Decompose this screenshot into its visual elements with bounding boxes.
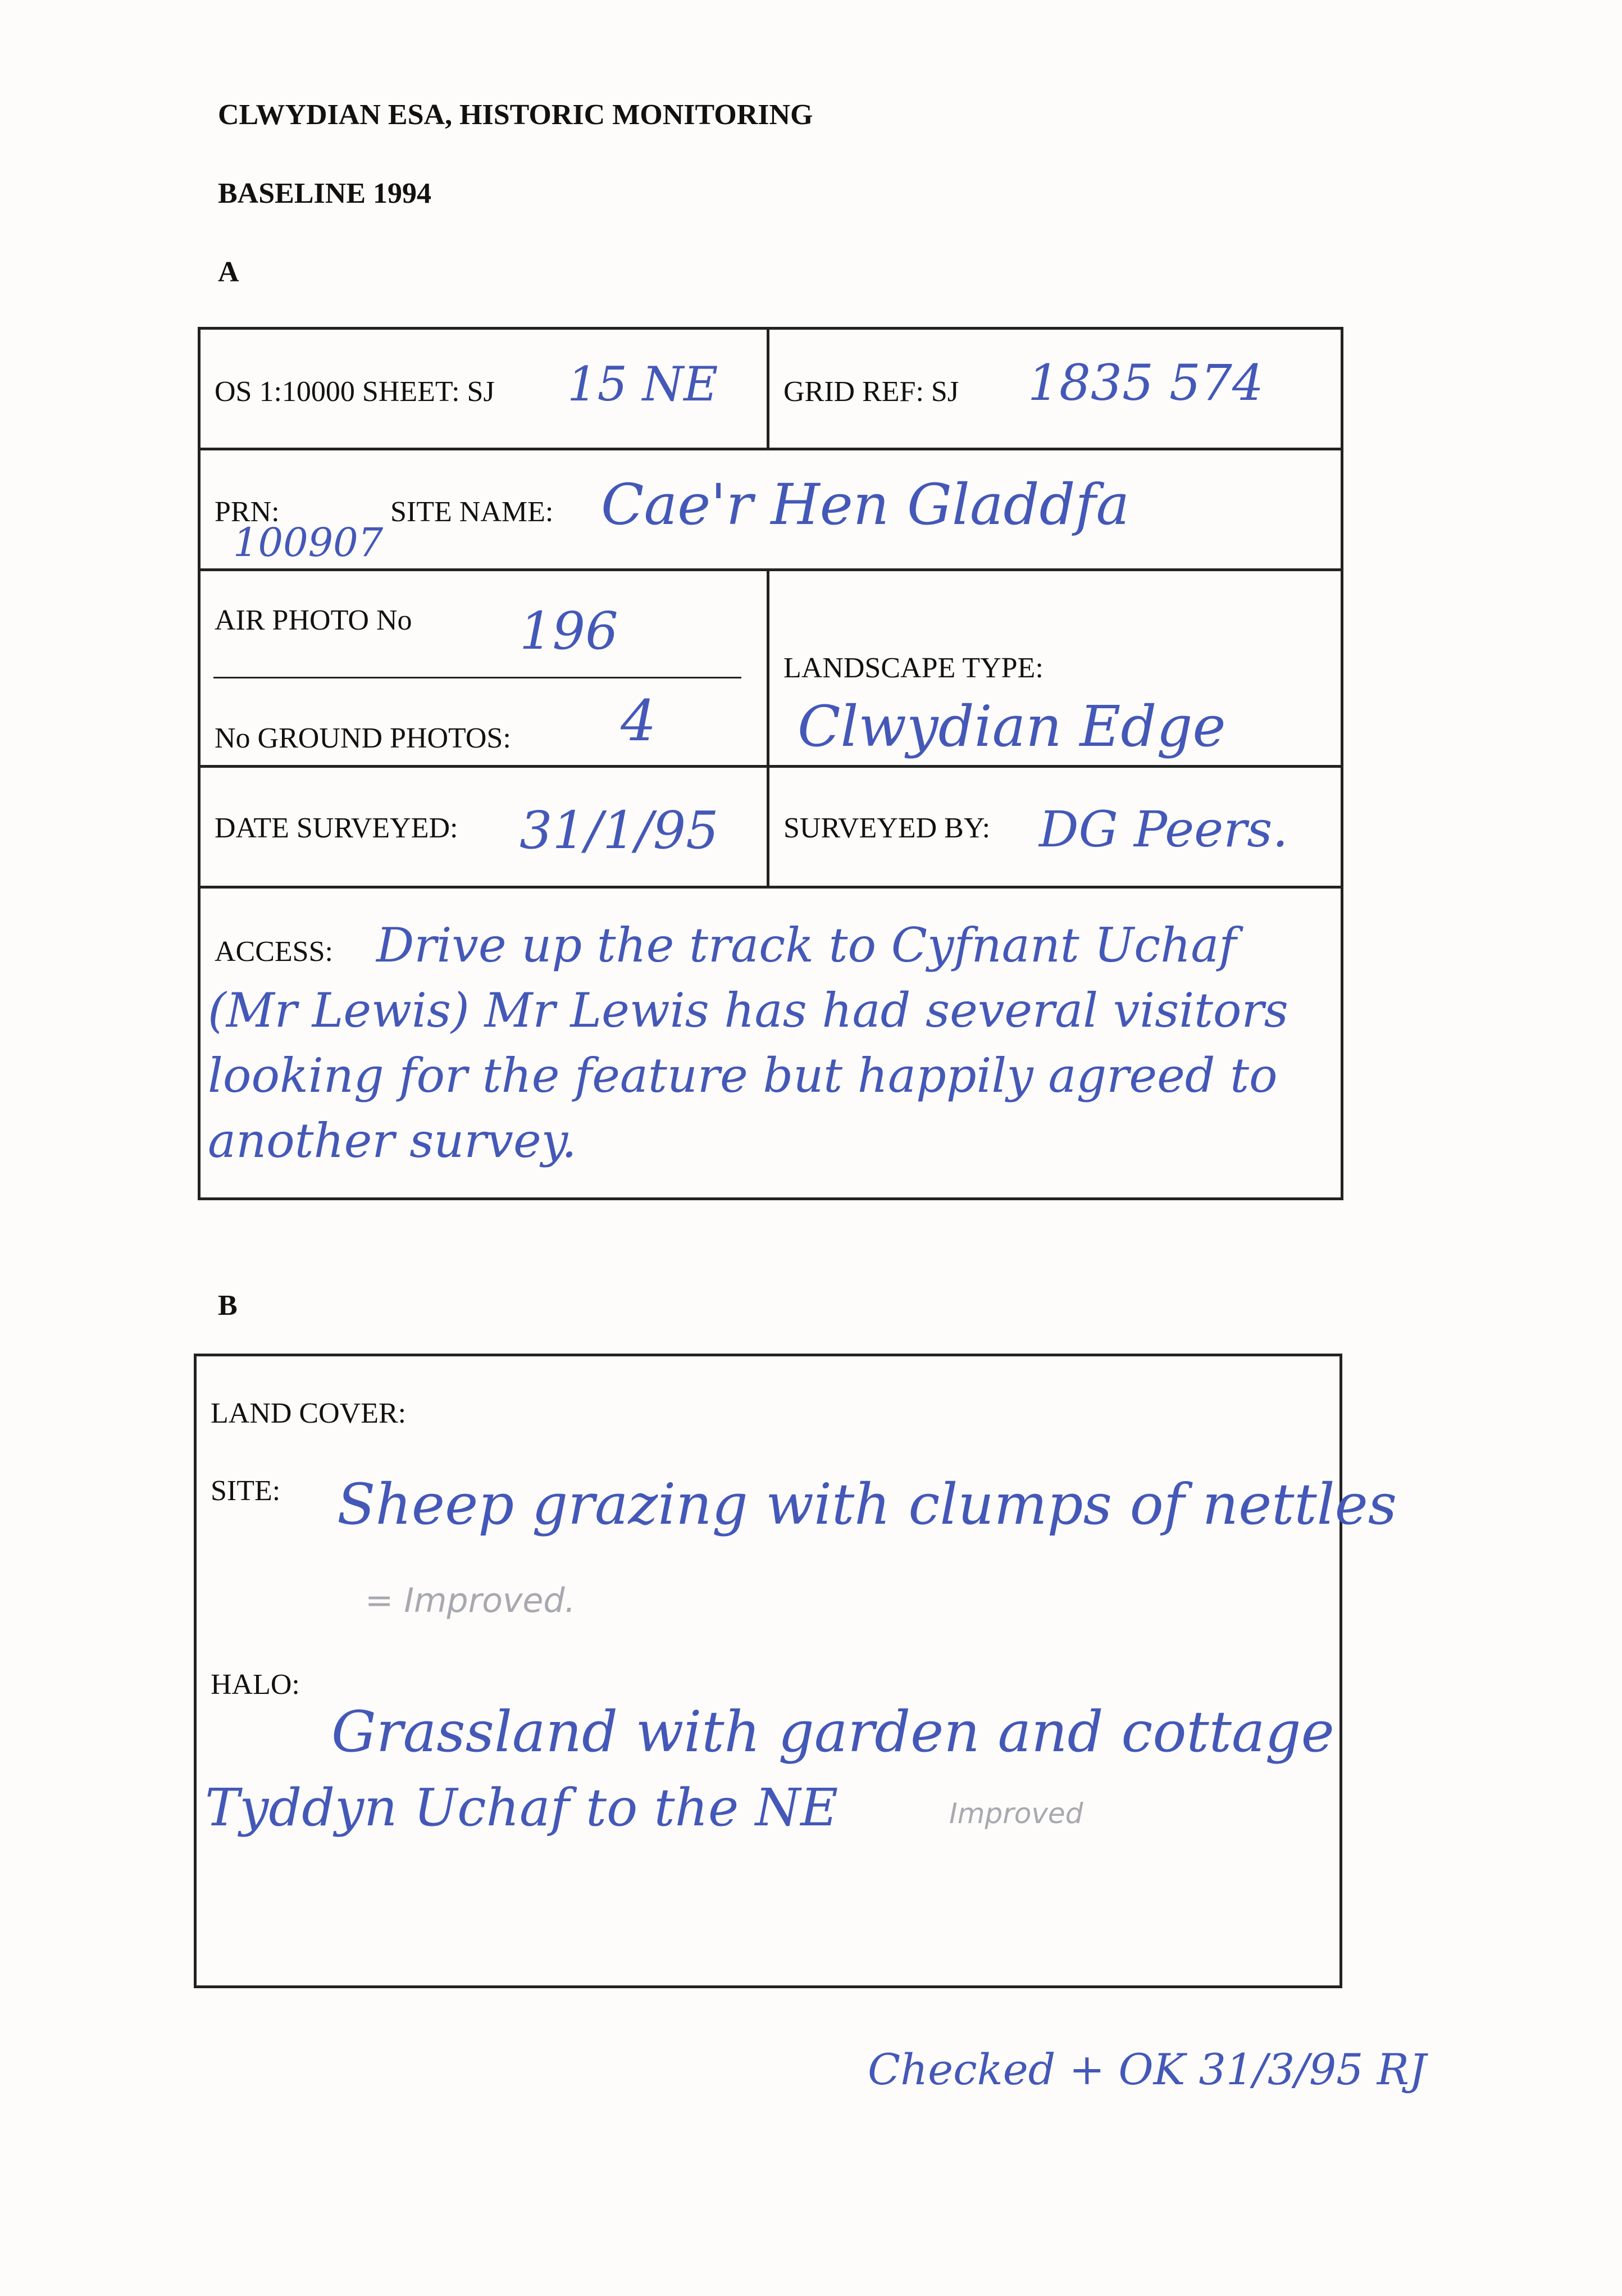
ground-photos-label: No GROUND PHOTOS: — [215, 722, 511, 754]
checked-signoff: Checked + OK 31/3/95 RJ — [868, 2044, 1427, 2094]
grid-ref-label: GRID REF: SJ — [783, 376, 959, 408]
row-divider — [198, 886, 1343, 889]
site-label: SITE: — [211, 1475, 281, 1507]
halo-improved-note: Improved — [949, 1797, 1083, 1830]
landscape-type-label: LANDSCAPE TYPE: — [783, 652, 1044, 684]
os-sheet-value: 15 NE — [567, 357, 718, 412]
date-surveyed-value: 31/1/95 — [520, 800, 719, 860]
row-divider — [198, 448, 1343, 450]
air-photo-underline — [213, 677, 741, 678]
access-value: Drive up the track to Cyfnant Uchaf (Mr Lewis) Mr Lewis has had several visitors looking for the feature but happily agreed to another survey. — [208, 918, 1288, 1168]
surveyed-by-label: SURVEYED BY: — [783, 812, 991, 844]
site-improved-note: = Improved. — [365, 1581, 576, 1620]
access-label: ACCESS: — [215, 936, 333, 968]
date-surveyed-label: DATE SURVEYED: — [215, 812, 458, 844]
column-divider — [767, 568, 769, 886]
grid-ref-value: 1835 574 — [1028, 354, 1264, 412]
site-name-value: Cae'r Hen Gladdfa — [601, 472, 1130, 537]
section-b-form — [194, 1354, 1342, 1988]
column-divider — [767, 327, 769, 448]
prn-value: 100907 — [233, 520, 384, 566]
halo-label: HALO: — [211, 1669, 300, 1701]
section-a-heading: A — [218, 256, 239, 288]
baseline-year: BASELINE 1994 — [218, 177, 431, 209]
air-photo-value: 196 — [520, 601, 618, 661]
halo-value-line1: Grassland with garden and cottage — [331, 1699, 1334, 1765]
land-cover-label: LAND COVER: — [211, 1397, 407, 1429]
prn-label: PRN: — [215, 496, 280, 528]
ground-photos-value: 4 — [621, 688, 657, 754]
os-sheet-label: OS 1:10000 SHEET: SJ — [215, 376, 495, 408]
halo-value-line2: Tyddyn Uchaf to the NE — [205, 1778, 839, 1838]
row-divider — [198, 765, 1343, 768]
landscape-type-value: Clwydian Edge — [798, 694, 1226, 759]
site-cover-value: Sheep grazing with clumps of nettles — [337, 1472, 1397, 1537]
section-b-heading: B — [218, 1290, 238, 1322]
row-divider — [198, 568, 1343, 571]
document-title: CLWYDIAN ESA, HISTORIC MONITORING — [218, 99, 813, 131]
air-photo-label: AIR PHOTO No — [215, 604, 412, 636]
surveyed-by-value: DG Peers. — [1039, 800, 1288, 858]
site-name-label: SITE NAME: — [390, 496, 554, 528]
